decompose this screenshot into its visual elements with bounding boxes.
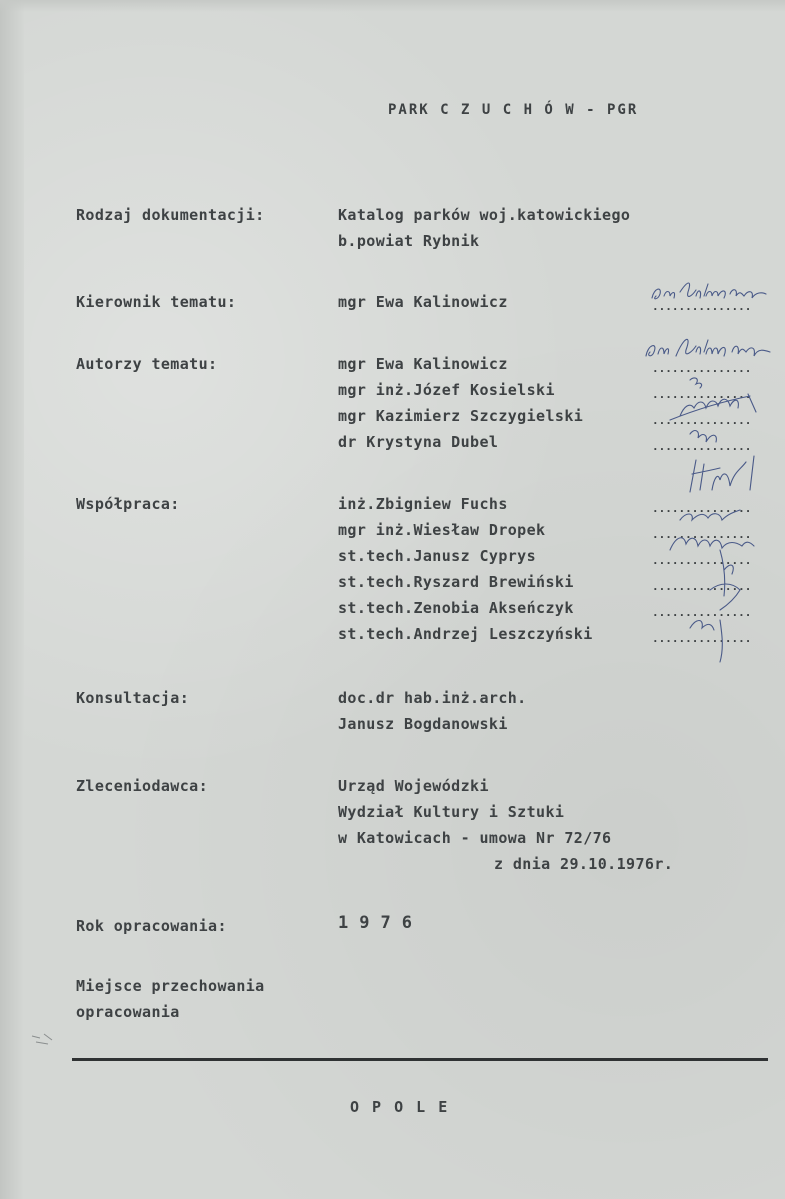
signature-line: ............... — [652, 300, 752, 313]
field-value-coop-4: st.tech.Ryszard Brewiński — [338, 573, 574, 591]
field-label-manager: Kierownik tematu: — [76, 293, 237, 311]
field-label-consultation: Konsultacja: — [76, 689, 190, 707]
field-value-client-2: Wydział Kultury i Sztuki — [338, 803, 565, 821]
signature-line: ............... — [652, 528, 752, 541]
field-label-authors: Autorzy tematu: — [76, 355, 218, 373]
field-value-client-3: w Katowicach - umowa Nr 72/76 — [338, 829, 612, 847]
field-label-year: Rok opracowania: — [76, 917, 227, 935]
field-value-author-3: mgr Kazimierz Szczygielski — [338, 407, 584, 425]
document-title: PARK C Z U C H Ó W - PGR — [388, 102, 639, 118]
signature-line: ............... — [652, 554, 752, 567]
field-value-author-2: mgr inż.Józef Kosielski — [338, 381, 555, 399]
field-value-coop-1: inż.Zbigniew Fuchs — [338, 495, 508, 513]
field-value-consult-2: Janusz Bogdanowski — [338, 715, 508, 733]
field-label-storage-1: Miejsce przechowania — [76, 977, 265, 995]
field-label-storage-2: opracowania — [76, 1003, 180, 1021]
signature-line: ............... — [652, 440, 752, 453]
signature-line: ............... — [652, 362, 752, 375]
field-value-coop-2: mgr inż.Wiesław Dropek — [338, 521, 546, 539]
signature-line: ............... — [652, 414, 752, 427]
paper-edge — [0, 0, 24, 1199]
field-label-client: Zleceniodawca: — [76, 777, 209, 795]
field-value-client-1: Urząd Wojewódzki — [338, 777, 489, 795]
field-value-coop-3: st.tech.Janusz Cyprys — [338, 547, 537, 565]
signature-author-1 — [640, 332, 780, 372]
field-value-doc-type-2: b.powiat Rybnik — [338, 232, 480, 250]
field-value-author-1: mgr Ewa Kalinowicz — [338, 355, 508, 373]
signature-authors-2-4 — [660, 372, 770, 452]
field-value-client-4: z dnia 29.10.1976r. — [494, 855, 674, 873]
field-label-cooperation: Współpraca: — [76, 495, 180, 513]
field-value-author-4: dr Krystyna Dubel — [338, 433, 499, 451]
field-value-coop-5: st.tech.Zenobia Akseńczyk — [338, 599, 574, 617]
paper-edge-top — [0, 0, 785, 12]
field-value-consult-1: doc.dr hab.inż.arch. — [338, 689, 527, 707]
signature-line: ............... — [652, 388, 752, 401]
field-label-doc-type: Rodzaj dokumentacji: — [76, 206, 265, 224]
signature-line: ............... — [652, 632, 752, 645]
signature-line: ............... — [652, 606, 752, 619]
signature-line: ............... — [652, 580, 752, 593]
field-value-coop-6: st.tech.Andrzej Leszczyński — [338, 625, 593, 643]
scan-speck — [30, 1026, 80, 1056]
field-value-manager: mgr Ewa Kalinowicz — [338, 293, 508, 311]
footer-place: O P O L E — [350, 1098, 450, 1116]
signature-cooperation — [650, 450, 770, 665]
field-value-year: 1 9 7 6 — [338, 913, 413, 933]
divider-line — [72, 1058, 768, 1061]
field-value-doc-type-1: Katalog parków woj.katowickiego — [338, 206, 631, 224]
signature-kierownik — [648, 278, 778, 308]
signature-line: ............... — [652, 502, 752, 515]
